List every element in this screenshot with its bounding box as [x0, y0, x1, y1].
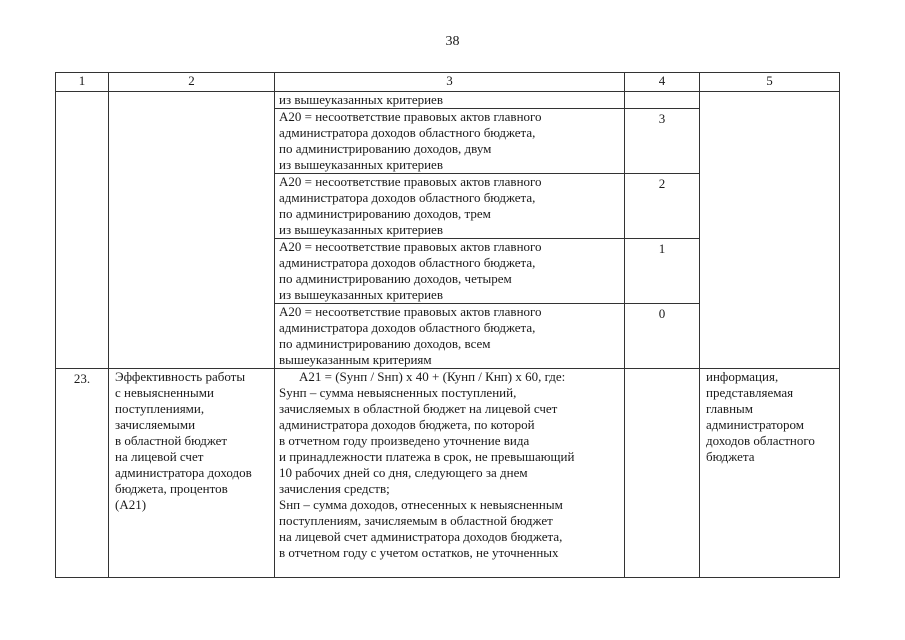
header-col-2: 2 — [109, 73, 275, 92]
criterion-text: A20 = несоответствие правовых актов главного администратора доходов областного бюджета, по администрированию доходов, двум из вышеуказанных критериев — [275, 109, 625, 174]
row22-source-cell — [700, 92, 840, 369]
criteria-table — [55, 72, 840, 578]
criterion-score: 0 — [625, 304, 700, 369]
criterion-score: 1 — [625, 239, 700, 304]
criterion-score — [625, 92, 700, 109]
row22-number-cell — [56, 92, 109, 369]
table-row — [56, 369, 840, 578]
criterion-text: A20 = несоответствие правовых актов главного администратора доходов областного бюджета, по администрированию доходов, четырем из вышеуказанных критериев — [275, 239, 625, 304]
header-col-4: 4 — [625, 73, 700, 92]
criterion-text: из вышеуказанных критериев — [275, 92, 625, 109]
table-row — [56, 92, 840, 109]
header-col-5: 5 — [700, 73, 840, 92]
information-source: информация, представляемая главным администратором доходов областного бюджета — [700, 369, 840, 578]
table-header-row — [56, 73, 840, 92]
formula-cell — [275, 369, 625, 578]
indicator-name: Эффективность работы с невыясненными поступлениями, зачисляемыми в областной бюджет на лицевой счет администратора доходов бюджета, процентов (A21) — [109, 369, 275, 578]
criterion-score: 3 — [625, 109, 700, 174]
row22-name-cell — [109, 92, 275, 369]
criterion-text: A20 = несоответствие правовых актов главного администратора доходов областного бюджета, по администрированию доходов, трем из вышеуказанных критериев — [275, 174, 625, 239]
indicator-score — [625, 369, 700, 578]
criterion-score: 2 — [625, 174, 700, 239]
criterion-text: A20 = несоответствие правовых актов главного администратора доходов областного бюджета, по администрированию доходов, всем вышеуказанным критериям — [275, 304, 625, 369]
header-col-3: 3 — [275, 73, 625, 92]
page-number: 38 — [445, 34, 460, 49]
formula-text: A21 = (Sунп / Sнп) x 40 + (Кунп / Кнп) x 60, где: Sунп – сумма невыясненных поступлений, зачисляемых в областной бюджет на лицевой счет администратора доходов бюджета, по которой в отчетном году произведено уточнение вида и принадлежности платежа в срок, не превышающий 10 рабочих дней со дня, следующего за днем зачисления средств; Sнп – сумма доходов, отнесенных к невыясненным поступлениям, зачисляемым в областной бюджет на лицевой счет администратора доходов бюджета, в отчетном году с учетом остатков, не уточненных — [279, 369, 575, 560]
header-col-1: 1 — [56, 73, 109, 92]
row-number: 23. — [56, 369, 109, 578]
